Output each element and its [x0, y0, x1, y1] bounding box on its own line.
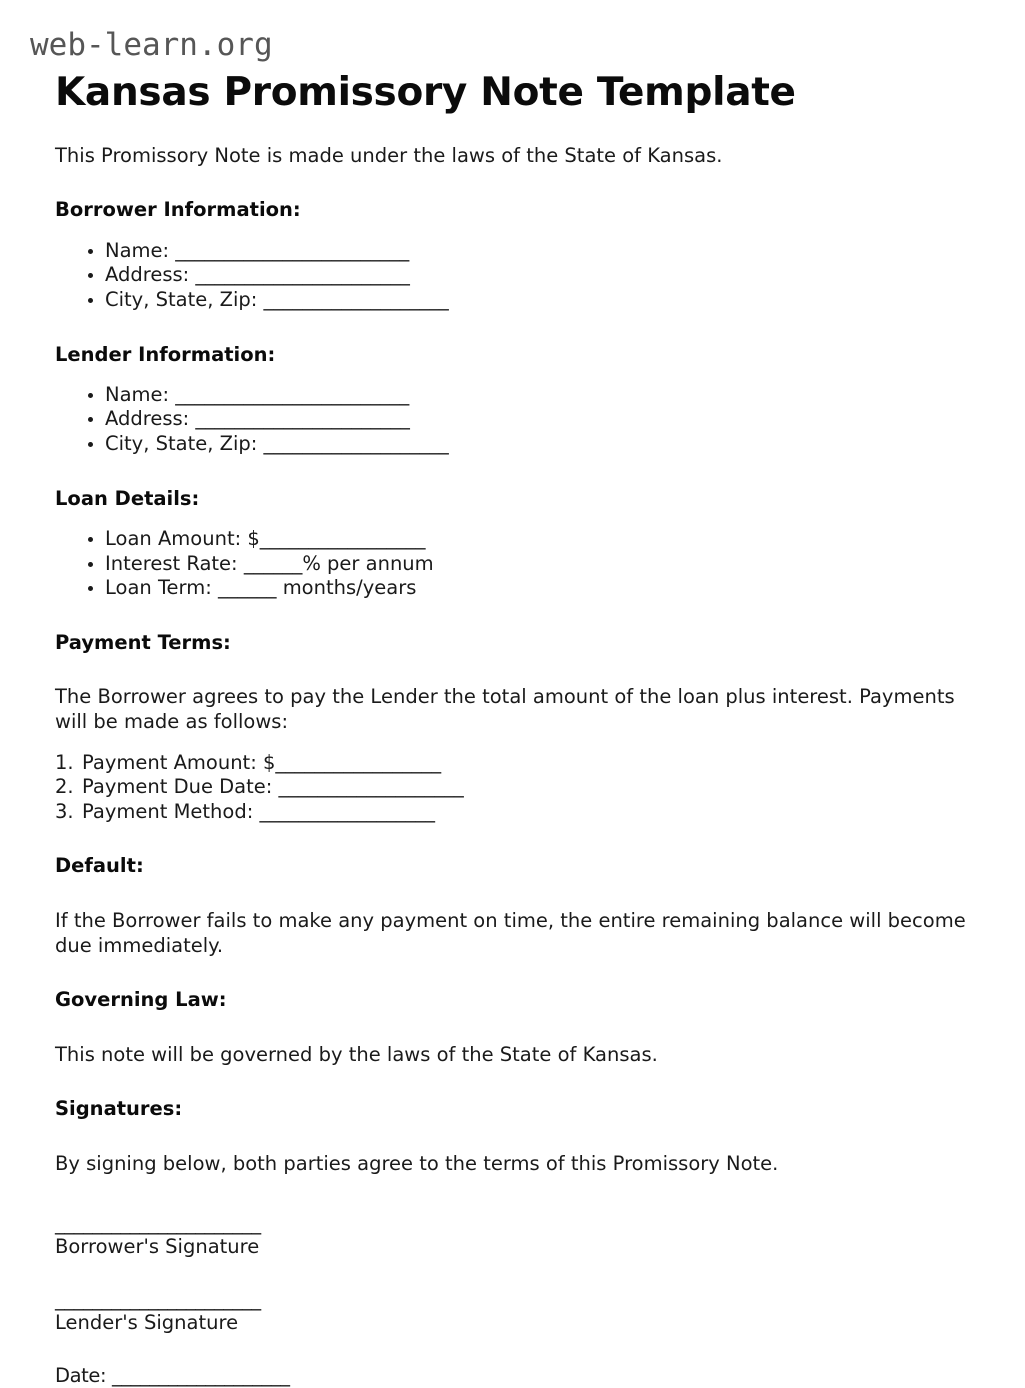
payment-terms-heading: Payment Terms:	[55, 630, 231, 654]
list-item-label: Payment Due Date: ___________________	[82, 775, 464, 799]
list-item-number: 2.	[55, 775, 74, 799]
site-watermark: web-learn.org	[30, 27, 273, 63]
list-item: Name: ________________________	[55, 383, 970, 408]
signature-spacer	[55, 1260, 970, 1290]
list-item	[55, 800, 970, 825]
loan-details-heading: Loan Details:	[55, 486, 200, 510]
borrower-information-heading: Borrower Information:	[55, 198, 301, 222]
signatures-paragraph: By signing below, both parties agree to the terms of this Promissory Note.	[55, 1151, 779, 1175]
governing-law-heading: Governing Law:	[55, 988, 227, 1012]
list-item: Name: ________________________	[55, 239, 970, 264]
list-item	[55, 751, 970, 776]
list-item: City, State, Zip: ___________________	[55, 432, 970, 457]
list-item-number: 1.	[55, 750, 74, 774]
list-item: Loan Term: ______ months/years	[55, 576, 970, 601]
lender-information-heading: Lender Information:	[55, 342, 276, 366]
lender-signature-line: ______________________	[55, 1287, 261, 1311]
date-field-line: Date: ___________________	[55, 1363, 290, 1387]
default-heading: Default:	[55, 854, 144, 878]
list-item: Interest Rate: ______% per annum	[55, 552, 970, 577]
borrower-information-list	[55, 239, 970, 313]
page-title: Kansas Promissory Note Template	[55, 70, 796, 115]
list-item	[55, 775, 970, 800]
list-item-label: Payment Method: __________________	[82, 799, 435, 823]
list-item: Address: ______________________	[55, 263, 970, 288]
default-paragraph: If the Borrower fails to make any payment on time, the entire remaining balance will become due immediately.	[55, 908, 966, 958]
loan-details-list	[55, 527, 970, 601]
signatures-heading: Signatures:	[55, 1097, 183, 1121]
payment-terms-paragraph: The Borrower agrees to pay the Lender the total amount of the loan plus interest. Payments will be made as follows:	[55, 685, 955, 734]
list-item-number: 3.	[55, 799, 74, 823]
intro-paragraph: This Promissory Note is made under the laws of the State of Kansas.	[55, 144, 723, 168]
borrower-signature-label: Borrower's Signature	[55, 1235, 260, 1259]
list-item-label: Payment Amount: $_________________	[82, 750, 442, 774]
payment-terms-list	[55, 751, 970, 825]
lender-information-list	[55, 383, 970, 457]
borrower-signature-block	[55, 1211, 970, 1260]
lender-signature-block	[55, 1287, 970, 1336]
list-item: Loan Amount: $_________________	[55, 527, 970, 552]
list-item: Address: ______________________	[55, 407, 970, 432]
borrower-signature-line: ______________________	[55, 1211, 261, 1235]
list-item: City, State, Zip: ___________________	[55, 288, 970, 313]
document-content	[55, 72, 970, 1388]
lender-signature-label: Lender's Signature	[55, 1311, 239, 1335]
governing-law-paragraph: This note will be governed by the laws of the State of Kansas.	[55, 1042, 658, 1066]
